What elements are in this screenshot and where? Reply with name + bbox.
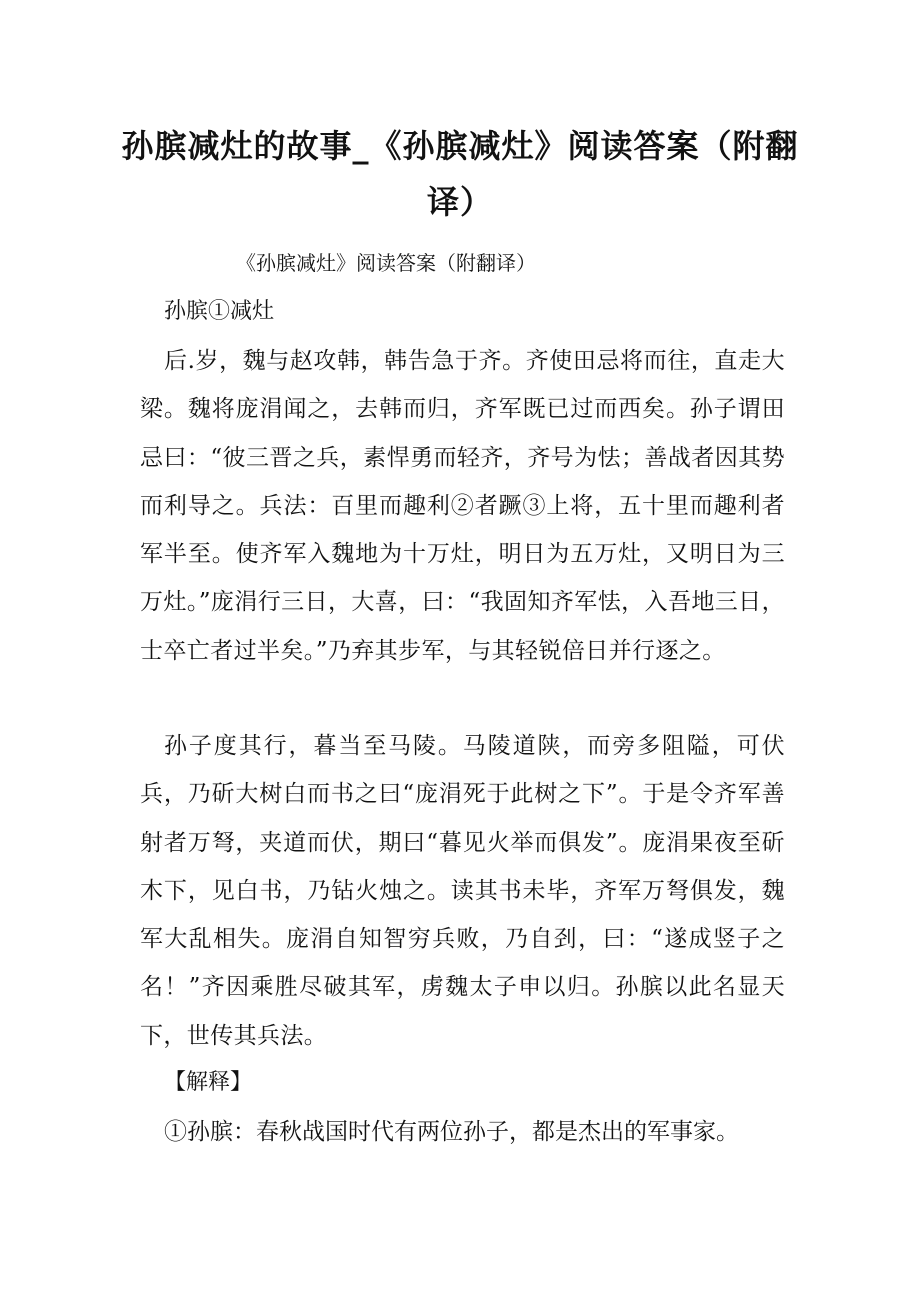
note-item: ①孙膑：春秋战国时代有两位孙子，都是杰出的军事家。 — [164, 1119, 739, 1145]
body-paragraph-1: 后.岁，魏与赵攻韩，韩告急于齐。齐使田忌将而往，直走大梁。魏将庞涓闻之，去韩而归，齐军既已过而西矣。孙子谓田忌曰：“彼三晋之兵，素悍勇而轻齐，齐号为怯；善战者因其势而利导之。兵法：百里而趣利②者蹶③上将，五十里而趣利者军半至。使齐军入魏地为十万灶，明日为五万灶，又明日为三万灶。”庞涓行三日，大喜，曰：“我固知齐军怯，入吾地三日，士卒亡者过半矣。”乃弃其步军，与其轻锐倍日并行逐之。 — [140, 348, 785, 664]
body-paragraph-2: 孙子度其行，暮当至马陵。马陵道陕，而旁多阻隘，可伏兵，乃斫大树白而书之曰“庞涓死于此树之下”。于是令齐军善射者万弩，夹道而伏，期曰“暮见火举而俱发”。庞涓果夜至斫木下，见白书，乃钻火烛之。读其书未毕，齐军万弩俱发，魏军大乱相失。庞涓自知智穷兵败，乃自刭，曰：“遂成竖子之名！”齐因乘胜尽破其军，虏魏太子申以归。孙膑以此名显天下，世传其兵法。 — [140, 733, 785, 1049]
page-title: 孙膑减灶的故事_《孙膑减灶》阅读答案（附翻译） — [121, 127, 799, 221]
document-subtitle: 《孙膑减灶》阅读答案（附翻译） — [236, 251, 536, 275]
notes-heading: 【解释】 — [164, 1070, 253, 1095]
section-heading: 孙膑①减灶 — [164, 299, 275, 324]
